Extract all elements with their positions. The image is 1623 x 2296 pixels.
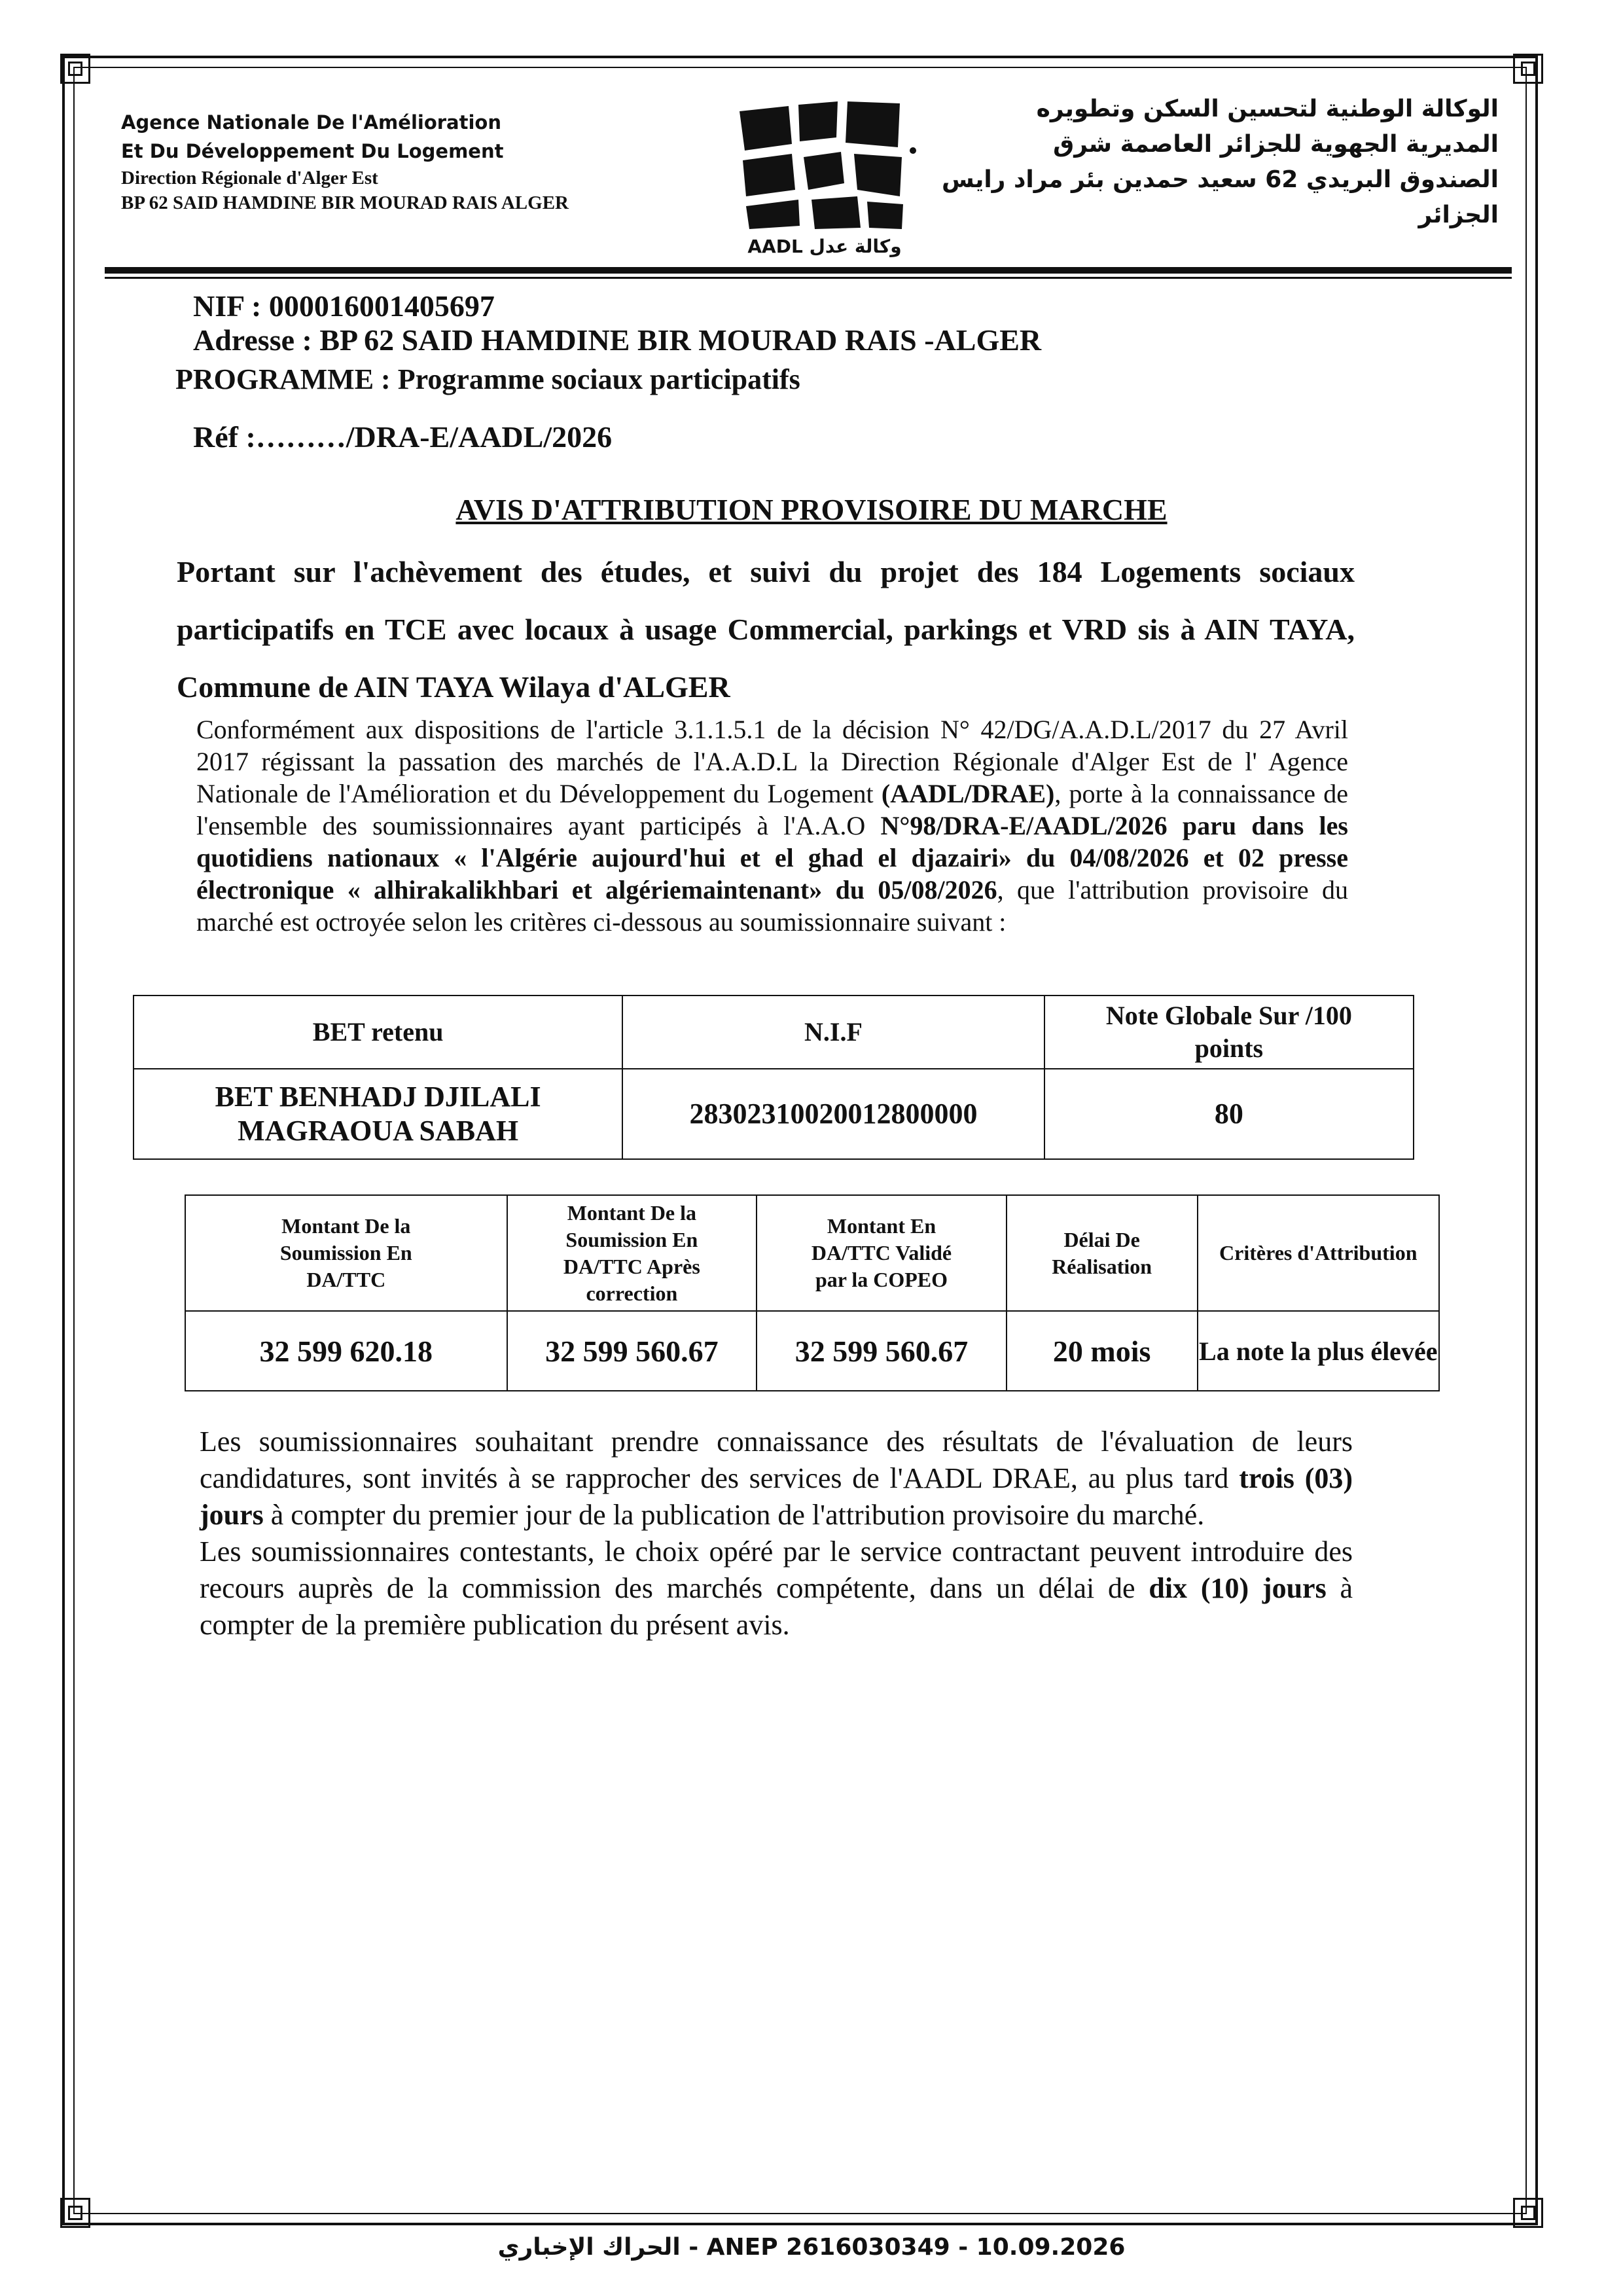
body-paragraph-2: [200, 1424, 1353, 1643]
table-row: [185, 1311, 1439, 1391]
programme-line: PROGRAMME : Programme sociaux participatifs: [175, 363, 800, 395]
col-header-criteres: Critères d'Attribution: [1198, 1195, 1440, 1311]
bet-name-cell: BET BENHADJ DJILALI MAGRAOUA SABAH: [134, 1069, 622, 1159]
header-divider: [105, 267, 1512, 274]
nif-line: NIF : 000016001405697: [193, 289, 495, 323]
col-header-bet: BET retenu: [134, 996, 622, 1069]
awarded-bet-table: [133, 995, 1414, 1160]
publication-footer: الحراك الإخباري - ANEP 2616030349 - 10.09.2026: [497, 2234, 1126, 2261]
delai-cell: 20 mois: [1007, 1311, 1198, 1391]
agency-name-ar-line1: الوكالة الوطنية لتحسين السكن وتطويره: [1036, 96, 1499, 122]
col-header-montant-soumission: Montant De la Soumission En DA/TTC: [185, 1195, 507, 1311]
agency-name-line2: Et Du Développement Du Logement: [121, 140, 504, 162]
header-arabic: [942, 92, 1499, 233]
note-cell: 80: [1044, 1069, 1414, 1159]
page-title: AVIS D'ATTRIBUTION PROVISOIRE DU MARCHE: [455, 493, 1168, 526]
adresse-line: Adresse : BP 62 SAID HAMDINE BIR MOURAD RAIS -ALGER: [193, 323, 1042, 357]
amounts-table: [185, 1194, 1440, 1391]
nif-cell: 28302310020012800000: [622, 1069, 1044, 1159]
montant-corrige-cell: 32 599 560.67: [507, 1311, 757, 1391]
montant-soumission-cell: 32 599 620.18: [185, 1311, 507, 1391]
consultation-notice: Les soumissionnaires souhaitant prendre connaissance des résultats de l'évaluation de leurs candidatures, sont invités à se rapprocher des services de l'AADL DRAE, au plus tard trois (03) jours à compter du premier jour de la publication de l'attribution provisoire du marché.: [200, 1426, 1353, 1531]
table-header-row: [134, 996, 1414, 1069]
col-header-montant-copeo: Montant En DA/TTC Validé par la COPEO: [757, 1195, 1007, 1311]
montant-copeo-cell: 32 599 560.67: [757, 1311, 1007, 1391]
address-ar-line: الصندوق البريدي 62 سعيد حمدين بئر مراد رايس: [941, 166, 1499, 193]
border-corner-ornament: [1509, 2194, 1546, 2231]
border-corner-ornament: [1509, 50, 1546, 86]
col-header-nif: N.I.F: [622, 996, 1044, 1069]
reference-line: Réf :………/DRA-E/AADL/2026: [193, 420, 613, 454]
address-line: BP 62 SAID HAMDINE BIR MOURAD RAIS ALGER: [121, 192, 569, 213]
border-corner-ornament: [56, 2194, 93, 2231]
agency-name-ar-line2: المديرية الجهوية للجزائر العاصمة شرق: [1053, 131, 1499, 158]
col-header-note: Note Globale Sur /100 points: [1044, 996, 1414, 1069]
logo-caption: AADL وكالة عدل: [747, 236, 902, 257]
criteres-cell: La note la plus élevée: [1198, 1311, 1440, 1391]
subject-paragraph: Portant sur l'achèvement des études, et suivi du projet des 184 Logements sociaux participatifs en TCE avec locaux à usage Commercial, parkings et VRD sis à AIN TAYA, Commune de AIN TAYA Wilaya d'ALGER: [177, 555, 1355, 704]
header-divider-thin: [105, 277, 1512, 279]
agency-name-line1: Agence Nationale De l'Amélioration: [121, 111, 501, 134]
header-french: [121, 108, 569, 215]
table-row: [134, 1069, 1414, 1159]
col-header-montant-corrige: Montant De la Soumission En DA/TTC Après correction: [507, 1195, 757, 1311]
city-ar-line: الجزائر: [1418, 202, 1499, 228]
recourse-notice: Les soumissionnaires contestants, le choix opéré par le service contractant peuvent introduire des recours auprès de la commission des marchés compétente, dans un délai de dix (10) jours à compter de la première publication du présent avis.: [200, 1535, 1353, 1641]
table-header-row: [185, 1195, 1439, 1311]
body-paragraph-1: Conformément aux dispositions de l'article 3.1.1.5.1 de la décision N° 42/DG/A.A.D.L/2017 du 27 Avril 2017 régissant la passation des marchés de l'A.A.D.L la Direction Régionale d'Alger Est de l' Agence Nationale de l'Amélioration et du Développement du Logement (AADL/DRAE), porte à la connaissance de l'ensemble des soumissionnaires ayant participés à l'A.A.O N°98/DRA-E/AADL/2026 paru dans les quotidiens nationaux « l'Algérie aujourd'hui et el ghad el djazairi» du 04/08/2026 et 02 presse électronique « alhirakalikhbari et algériemaintenant» du 05/08/2026, que l'attribution provisoire du marché est octroyée selon les critères ci-dessous au soumissionnaire suivant :: [196, 715, 1349, 937]
direction-line: Direction Régionale d'Alger Est: [121, 168, 378, 188]
border-corner-ornament: [56, 50, 93, 86]
col-header-delai: Délai De Réalisation: [1007, 1195, 1198, 1311]
